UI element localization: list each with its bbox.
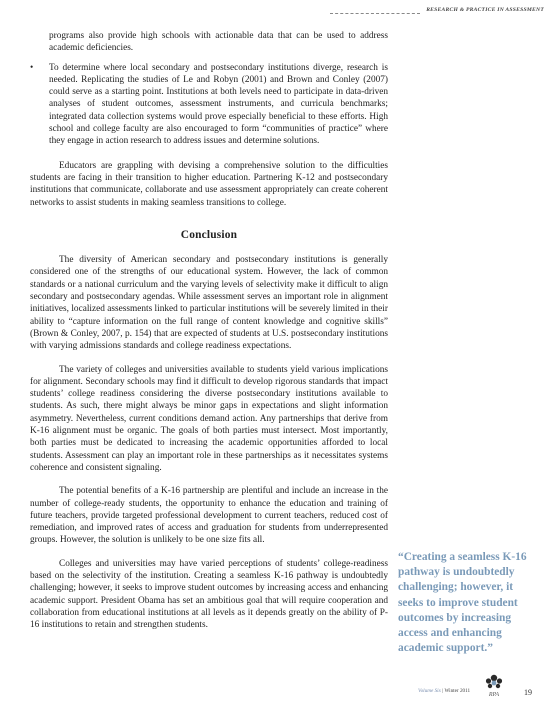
footer-separator: | xyxy=(440,688,445,694)
bullet-text: To determine where local secondary and postsecondary institutions diverge, research is needed. Replicating the studies of Le and Robyn (2001) and Brown and Conley (2007) could serve as a starting point. Institutions at both levels need to participate in data-driven analyses of student outcomes, assessment instruments, and curricula benchmarks; integrated data collection systems would prove especially beneficial to these efforts. High school and college faculty are also encouraged to form “communities of practice” where they engage in action research to address issues and determine solutions. xyxy=(49,62,388,147)
running-head-title: RESEARCH & PRACTICE IN ASSESSMENT xyxy=(426,7,544,13)
footer-issue-line xyxy=(418,688,470,694)
pull-quote: “Creating a seamless K-16 pathway is undoubtedly challenging; however, it seeks to improve student outcomes by increasing access and enhancing academic support.” xyxy=(398,551,527,655)
article-body xyxy=(30,30,388,642)
carryover-paragraph: programs also provide high schools with actionable data that can be used to address academic deficiencies. xyxy=(49,31,388,54)
conclusion-paragraph-4: Colleges and universities may have varied perceptions of students’ college-readiness based on the selectivity of the institution. Creating a seamless K-16 pathway is undoubtedly challenging; however, it seeks to improve student outcomes by increasing access and enhancing academic support. President Obama has set an ambitious goal that will require cooperation and collaboration from educational institutions at all levels as it depends greatly on the ability of P-16 institutions to retain and strengthen students. xyxy=(30,558,388,631)
conclusion-paragraph-1: The diversity of American secondary and postsecondary institutions is generally considered one of the strengths of our educational system. However, the lack of common standards or a national curriculum and the varying levels of selectivity make it difficult to align secondary and postsecondary agendas. While assessment serves an important role in alignment initiatives, localized assessments linked to particular institutions will be severely limited in their ability to “capture information on the full range of content knowledge and cognitive skills” (Brown & Conley, 2007, p. 154) that are expected of students at U.S. postsecondary institutions with varying admissions standards and college readiness expectations. xyxy=(30,255,388,352)
footer-volume: Volume Six xyxy=(418,688,441,694)
conclusion-heading: Conclusion xyxy=(180,228,238,241)
page-footer xyxy=(418,682,540,704)
bullet-marker: • xyxy=(30,62,34,73)
rpa-flower-logo-icon xyxy=(482,672,506,698)
svg-text:RPA: RPA xyxy=(488,692,500,698)
intro-paragraph: Educators are grappling with devising a comprehensive solution to the difficulties students are facing in their transition to higher education. Partnering K-12 and postsecondary institutions that communicate, collaborate and use assessment appropriately can create coherent networks to assist students in making seamless transitions to college. xyxy=(30,160,388,208)
running-header xyxy=(330,7,544,21)
page-number: 19 xyxy=(524,688,532,697)
conclusion-paragraph-3: The potential benefits of a K-16 partnership are plentiful and include an increase in the number of college-ready students, the opportunity to enhance the education and training of future teachers, provide targeted professional development to current teachers, reduced cost of remediation, and improved rates of access and graduation for students from underrepresented groups. However, the solution is unlikely to be one size fits all. xyxy=(30,486,388,546)
bullet-list-item xyxy=(30,62,388,148)
conclusion-paragraph-2: The variety of colleges and universities available to students yield various implications for alignment. Secondary schools may find it difficult to develop rigorous standards that impact students’ college readiness considering the diverse postsecondary institutions available to students. As such, there might always be minor gaps in expectations and slight information asymmetry. Nevertheless, current conditions demand action. Any partnerships that derive from K-16 alignment must be organic. The goals of both parties must intersect. Most importantly, both parties must be dedicated to increasing the academic opportunities afforded to local students. Assessment can play an important role in these partnerships as it necessitates systems coherence and consistent signaling. xyxy=(30,364,388,473)
footer-issue: Winter 2011 xyxy=(444,688,471,694)
header-dashed-rule xyxy=(330,13,420,14)
